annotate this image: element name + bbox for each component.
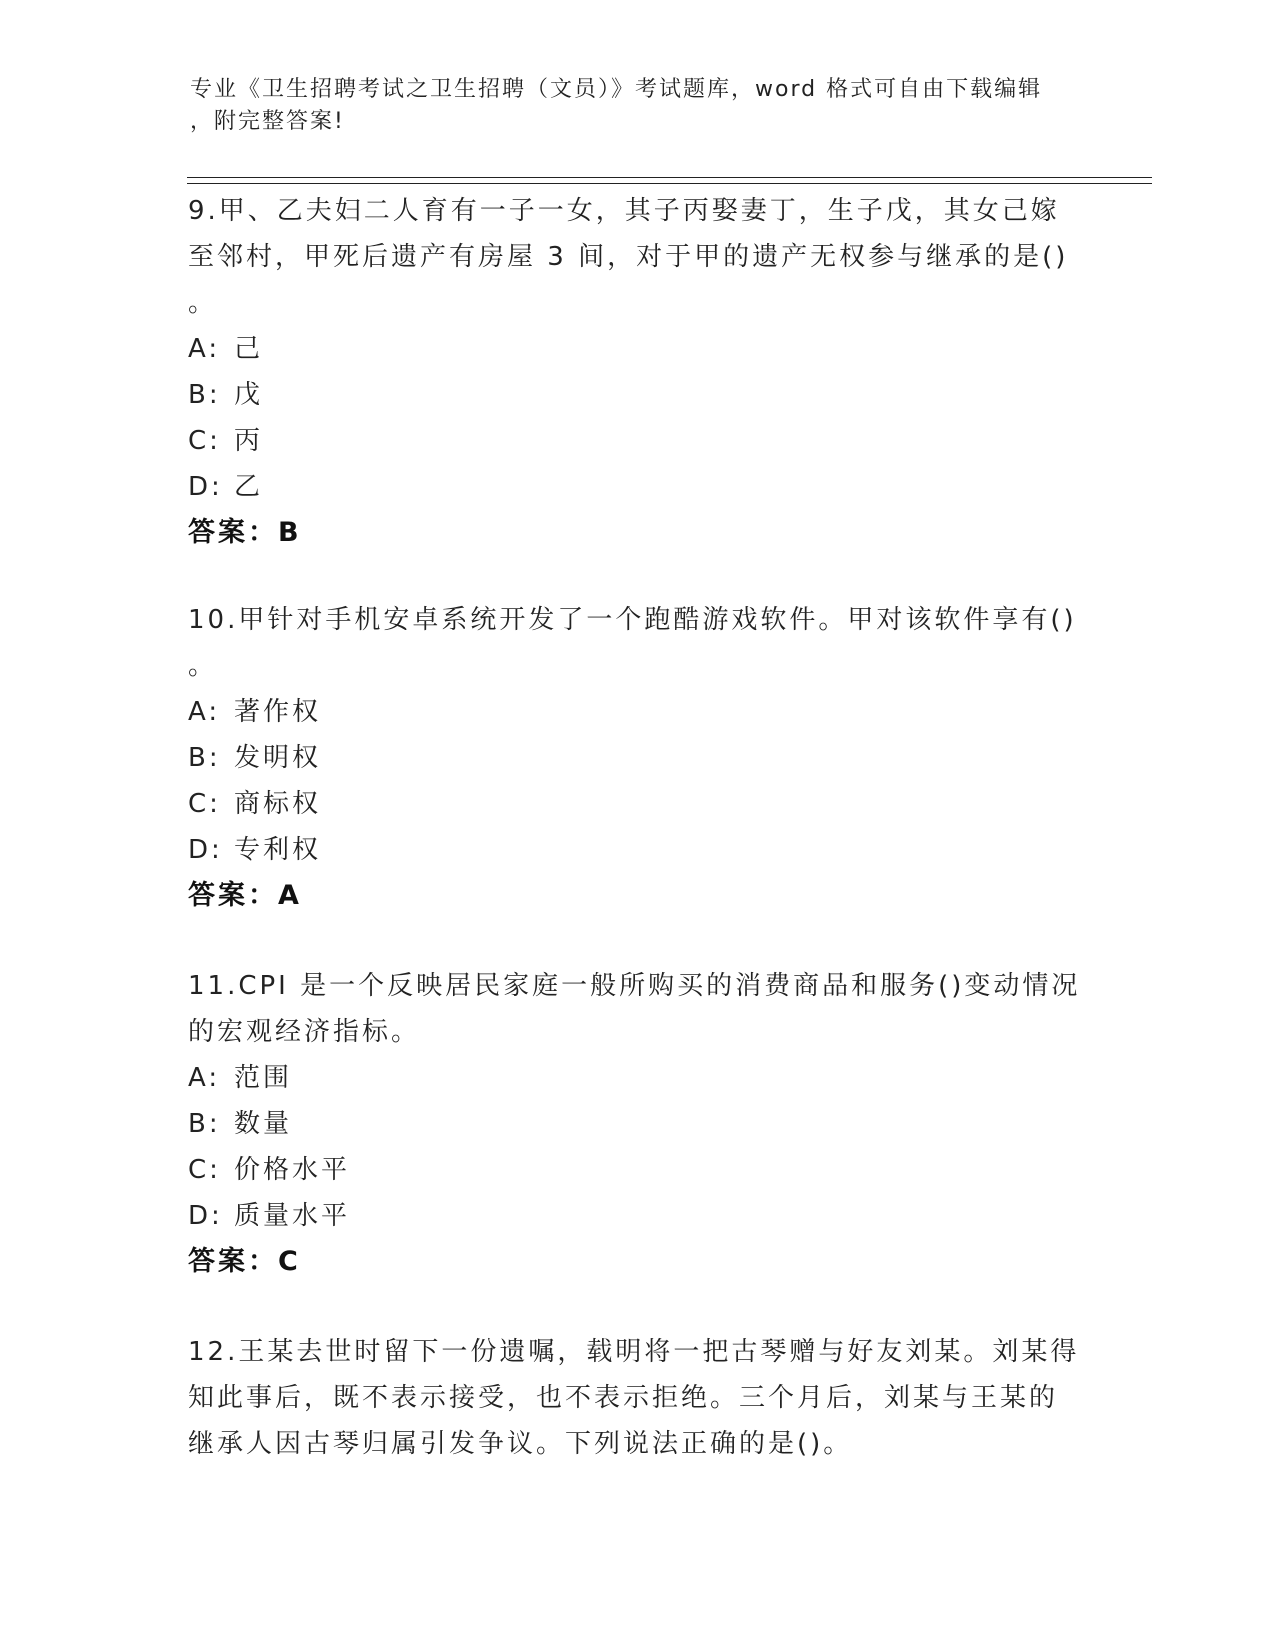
option-d — [188, 827, 1088, 873]
option-text: 价格水平 — [234, 1155, 351, 1185]
option-text: 发明权 — [234, 743, 322, 773]
option-letter: C: — [188, 789, 221, 819]
option-b — [188, 1101, 1088, 1147]
option-b — [188, 735, 1088, 781]
option-letter: A: — [188, 697, 221, 727]
question-10 — [188, 597, 1088, 919]
option-text: 乙 — [234, 472, 264, 502]
option-b — [188, 372, 1088, 418]
header-line-2: ，附完整答案! — [190, 109, 345, 134]
option-letter: D: — [188, 472, 223, 502]
question-stem — [188, 963, 1088, 1055]
option-text: 数量 — [234, 1109, 293, 1139]
stem-line: 的宏观经济指标。 — [188, 1017, 421, 1047]
option-text: 商标权 — [234, 789, 322, 819]
answer-key: 答案：C — [188, 1246, 301, 1277]
stem-line: 10.甲针对手机安卓系统开发了一个跑酷游戏软件。甲对该软件享有() — [188, 605, 1077, 635]
option-text: 专利权 — [234, 835, 322, 865]
option-a — [188, 1055, 1088, 1101]
question-11 — [188, 963, 1088, 1285]
answer-key: 答案：A — [188, 880, 302, 911]
stem-line: 9.甲、乙夫妇二人育有一子一女，其子丙娶妻丁，生子戊，其女己嫁 — [188, 196, 1060, 226]
stem-line: 11.CPI 是一个反映居民家庭一般所购买的消费商品和服务()变动情况 — [188, 971, 1081, 1001]
option-letter: B: — [188, 743, 221, 773]
option-d — [188, 464, 1088, 510]
option-letter: D: — [188, 835, 223, 865]
option-letter: A: — [188, 1063, 221, 1093]
stem-line: 。 — [188, 288, 218, 318]
stem-line: 。 — [188, 651, 218, 681]
option-text: 著作权 — [234, 697, 322, 727]
option-letter: D: — [188, 1201, 223, 1231]
question-stem — [188, 1329, 1088, 1467]
option-letter: B: — [188, 1109, 221, 1139]
option-d — [188, 1193, 1088, 1239]
option-letter: A: — [188, 334, 221, 364]
option-text: 戊 — [234, 380, 264, 410]
question-9 — [188, 188, 1088, 556]
header-divider-top — [187, 177, 1152, 178]
question-stem — [188, 597, 1088, 689]
option-a — [188, 689, 1088, 735]
option-c — [188, 418, 1088, 464]
header-line-1: 专业《卫生招聘考试之卫生招聘（文员）》考试题库，word 格式可自由下载编辑 — [190, 77, 1043, 102]
stem-line: 12.王某去世时留下一份遗嘱，载明将一把古琴赠与好友刘某。刘某得 — [188, 1337, 1080, 1367]
document-header — [190, 74, 1090, 138]
option-text: 范围 — [234, 1063, 293, 1093]
option-c — [188, 781, 1088, 827]
option-letter: B: — [188, 380, 221, 410]
question-12 — [188, 1329, 1088, 1467]
option-text: 丙 — [234, 426, 264, 456]
stem-line: 知此事后，既不表示接受，也不表示拒绝。三个月后，刘某与王某的 — [188, 1383, 1059, 1413]
header-divider-bottom — [187, 183, 1152, 184]
option-letter: C: — [188, 1155, 221, 1185]
answer-key: 答案：B — [188, 517, 302, 548]
option-a — [188, 326, 1088, 372]
option-text: 己 — [234, 334, 264, 364]
option-text: 质量水平 — [234, 1201, 351, 1231]
stem-line: 继承人因古琴归属引发争议。下列说法正确的是()。 — [188, 1429, 853, 1459]
option-letter: C: — [188, 426, 221, 456]
option-c — [188, 1147, 1088, 1193]
stem-line: 至邻村，甲死后遗产有房屋 3 间，对于甲的遗产无权参与继承的是() — [188, 242, 1069, 272]
question-stem — [188, 188, 1088, 326]
